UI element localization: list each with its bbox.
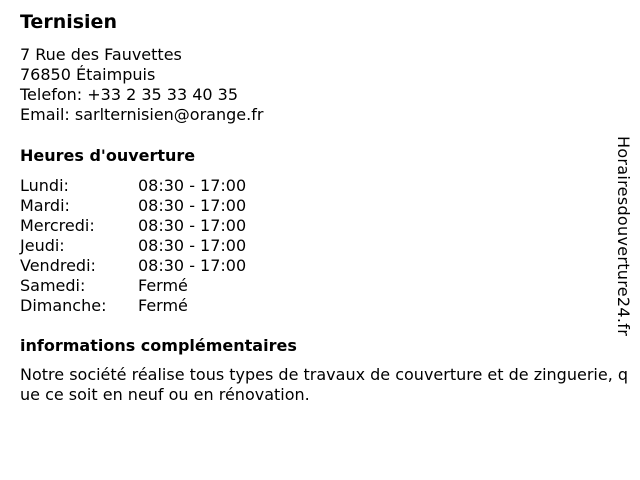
time-value: 08:30 - 17:00 (138, 256, 247, 275)
day-label: Lundi: (20, 176, 69, 195)
time-value: 08:30 - 17:00 (138, 176, 247, 195)
day-label: Dimanche: (20, 296, 107, 315)
address-block (20, 45, 635, 125)
day-label: Mardi: (20, 196, 70, 215)
phone-number: Telefon: +33 2 35 33 40 35 (20, 85, 239, 104)
time-value: Fermé (138, 276, 188, 295)
email-address: Email: sarlternisien@orange.fr (20, 105, 264, 124)
day-label: Samedi: (20, 276, 86, 295)
day-label: Mercredi: (20, 216, 95, 235)
hours-heading: Heures d'ouverture (20, 146, 196, 165)
hours-table (20, 176, 635, 316)
time-value: Fermé (138, 296, 188, 315)
hours-row (20, 296, 635, 316)
hours-row (20, 176, 635, 196)
time-value: 08:30 - 17:00 (138, 236, 247, 255)
business-name: Ternisien (20, 11, 117, 33)
street-address: 7 Rue des Fauvettes (20, 45, 182, 64)
hours-row (20, 196, 635, 216)
day-label: Jeudi: (20, 236, 65, 255)
hours-row (20, 276, 635, 296)
hours-row (20, 256, 635, 276)
info-text: Notre société réalise tous types de travaux de couverture et de zinguerie, que ce soit en neuf ou en rénovation. (20, 365, 629, 404)
business-card (20, 9, 635, 405)
day-label: Vendredi: (20, 256, 96, 275)
time-value: 08:30 - 17:00 (138, 216, 247, 235)
info-heading: informations complémentaires (20, 336, 297, 355)
hours-row (20, 216, 635, 236)
hours-row (20, 236, 635, 256)
site-watermark: Horairesdouverture24.fr (614, 136, 633, 337)
time-value: 08:30 - 17:00 (138, 196, 247, 215)
city-address: 76850 Étaimpuis (20, 65, 156, 84)
